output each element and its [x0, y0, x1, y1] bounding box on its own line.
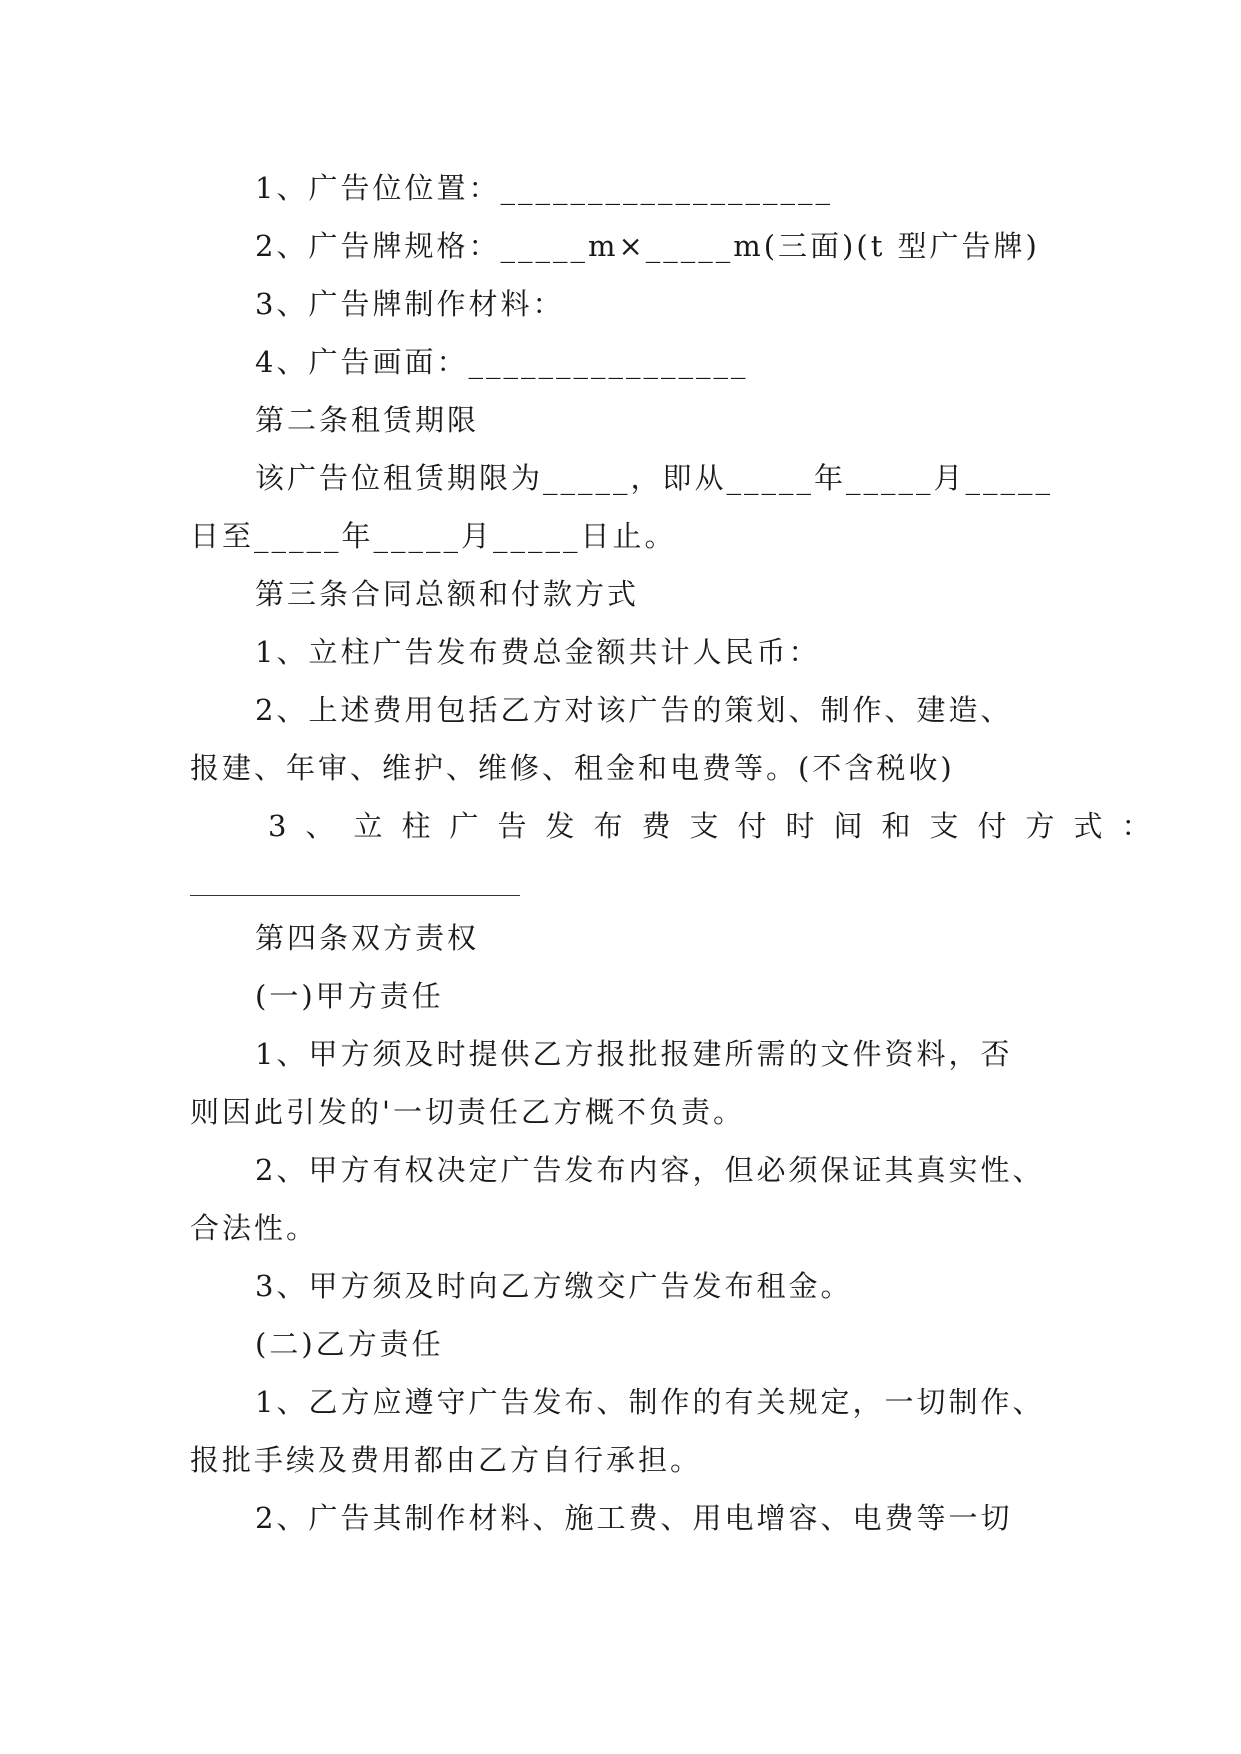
clause-party-a-1-cont: 则因此引发的'一切责任乙方概不负责。 — [190, 1095, 745, 1129]
clause-party-a-2-cont: 合法性。 — [190, 1211, 319, 1245]
clause-party-a-3: 3、甲方须及时向乙方缴交广告发布租金。 — [255, 1269, 853, 1303]
clause-fee-scope: 2、上述费用包括乙方对该广告的策划、制作、建造、 — [255, 693, 1013, 727]
clause-ad-image: 4、广告画面：________________ — [255, 345, 749, 379]
section-heading-responsibilities: 第四条双方责权 — [255, 921, 480, 955]
clause-fee-scope-cont: 报建、年审、维护、维修、租金和电费等。(不含税收) — [190, 751, 955, 785]
payment-method-blank — [190, 895, 520, 896]
clause-payment-method: 3、立柱广告发布费支付时间和支付方式： — [268, 809, 1170, 843]
clause-party-b-1: 1、乙方应遵守广告发布、制作的有关规定，一切制作、 — [255, 1385, 1045, 1419]
paragraph-lease-term-cont: 日至_____年_____月_____日止。 — [190, 519, 677, 553]
clause-party-a-2: 2、甲方有权决定广告发布内容，但必须保证其真实性、 — [255, 1153, 1045, 1187]
clause-total-fee: 1、立柱广告发布费总金额共计人民币： — [255, 635, 821, 669]
clause-billboard-size: 2、广告牌规格：_____m×_____m(三面)(t 型广告牌) — [255, 229, 1040, 263]
section-heading-lease-term: 第二条租赁期限 — [255, 403, 480, 437]
paragraph-lease-term: 该广告位租赁期限为_____，即从_____年_____月_____ — [255, 461, 1054, 495]
clause-party-a-1: 1、甲方须及时提供乙方报批报建所需的文件资料，否 — [255, 1037, 1013, 1071]
clause-billboard-material: 3、广告牌制作材料： — [255, 287, 565, 321]
subheading-party-a: (一)甲方责任 — [255, 979, 444, 1013]
section-heading-payment: 第三条合同总额和付款方式 — [255, 577, 640, 611]
clause-party-b-1-cont: 报批手续及费用都由乙方自行承担。 — [190, 1443, 703, 1477]
subheading-party-b: (二)乙方责任 — [255, 1327, 444, 1361]
clause-party-b-2: 2、广告其制作材料、施工费、用电增容、电费等一切 — [255, 1501, 1013, 1535]
clause-ad-location: 1、广告位位置：___________________ — [255, 171, 833, 205]
